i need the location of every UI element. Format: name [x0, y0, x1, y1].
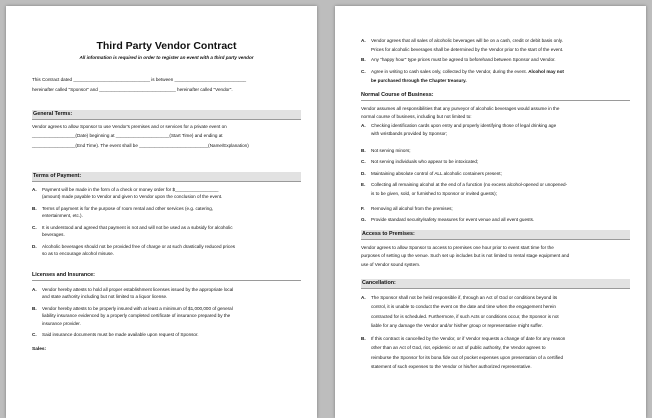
section-heading-general-terms: General Terms:: [32, 110, 301, 120]
list-item-bold-text: Alcohol may not: [528, 69, 564, 74]
list-item-line: Terms of payment is for the purpose of room rental and other services (e.g. catering,: [42, 206, 214, 211]
list-item-line: Vendor agrees that all sales of alcoholic beverages will be on a cash, credit or debit basis only.: [371, 38, 563, 43]
list-item-cancel-a: [361, 294, 630, 329]
section-heading-terms-of-payment: Terms of Payment:: [32, 172, 301, 182]
list-item-line: statement of such expenses to the Vendor or his/her authorized representative.: [371, 363, 532, 369]
list-item-line: Not serving minors;: [371, 148, 411, 153]
list-item-line: (amount) made payable to Vendor and given to Vendor upon the conclusion of the event.: [42, 194, 223, 200]
list-item-line: Vendor hereby attests to hold all proper establishment licenses issued by the appropriate local: [42, 287, 234, 292]
section-heading-cancellation: Cancellation:: [361, 279, 630, 289]
list-marker: D.: [32, 244, 37, 249]
list-marker: C.: [361, 69, 366, 74]
intro-line: hereinafter called "Sponsor" and ______________________________ hereinafter called "Vendor".: [32, 87, 233, 93]
paragraph-line: Vendor agrees to allow Sponsor to access to premises one hour prior to event start time for the: [361, 245, 554, 250]
list-item-license-b: [32, 305, 301, 327]
list-marker: D.: [361, 171, 366, 176]
list-item-payment-c: [32, 224, 301, 239]
list-marker: B.: [361, 57, 366, 62]
list-item-line: entertainment, etc.).: [42, 213, 83, 219]
sales-label: Sales:: [32, 347, 47, 352]
list-marker: B.: [361, 336, 366, 341]
list-item-line: control, it is unable to conduct the event on the date and time when the engagement herein: [371, 304, 556, 310]
access-paragraph: [361, 244, 630, 268]
list-item-course-d: [361, 170, 630, 177]
list-item-license-a: [32, 286, 301, 301]
list-marker: B.: [32, 206, 37, 211]
paragraph-line: Vendor assumes all responsibilities that any purveyor of alcoholic beverages would assume in the: [361, 106, 560, 111]
general-terms-paragraph: [32, 123, 301, 149]
list-item-line: is to be given, sold, or furnished to Sponsor or invited guests);: [371, 191, 497, 197]
document-title: Third Party Vendor Contract: [96, 40, 237, 52]
list-item-line: Maintaining absolute control of ALL alcoholic containers present;: [371, 171, 502, 176]
list-marker: A.: [32, 187, 37, 192]
list-item-line: Checking identification cards upon entry and properly identifying those of legal drinking age: [371, 123, 557, 128]
list-item-sales-a: [361, 37, 630, 54]
list-marker: A.: [361, 38, 366, 43]
paragraph-line: use of Vendor sound system.: [361, 261, 421, 267]
list-item-line: beverages.: [42, 232, 65, 238]
list-item-line: Said insurance documents must be made available upon request of Sponsor.: [42, 332, 199, 337]
list-item-line: Collecting all remaining alcohol at the end of a function (no excess alcohol-opened or unopened-: [371, 182, 568, 187]
list-item-line: Prices for alcoholic beverages shall be determined by the Vendor prior to the start of the event.: [371, 47, 564, 53]
paragraph-line: normal course of business, including but not limited to:: [361, 114, 472, 120]
list-item-line: Vendor hereby attests to be properly insured with at least a minimum of $1,000,000 of general: [42, 306, 233, 311]
list-item-line: The Sponsor shall not be held responsible if, through an Act of God or conditions beyond its: [371, 295, 558, 300]
list-item-course-a: [361, 122, 630, 138]
list-item-course-g: [361, 216, 630, 223]
list-item-line: so as to encourage alcohol misuse.: [42, 251, 115, 257]
list-marker: G.: [361, 217, 366, 222]
document-page-2: [335, 6, 646, 418]
list-item-line: liability insurance evidenced by a properly completed certificate of insurance prepared by the: [42, 313, 231, 319]
list-item-license-c: [32, 331, 301, 338]
list-item-sales-b: [361, 56, 630, 63]
list-item-text: Agree in writing to cash sales only, collected by the Vendor, during the event.: [371, 69, 529, 74]
list-item-course-c: [361, 158, 630, 165]
list-item-payment-a: [32, 186, 301, 201]
intro-line: This Contract dated ______________________________ is between ____________________________: [32, 77, 247, 82]
list-item-line: Removing all alcohol from the premises;: [371, 206, 453, 211]
document-subtitle: All information is required in order to register an event with a third party vendor: [79, 55, 254, 60]
list-item-course-f: [361, 205, 630, 212]
list-item-payment-d: [32, 243, 301, 258]
paragraph-line: _________________(End Time). The event shall be ___________________________(Name/Explanation): [32, 142, 249, 148]
list-marker: A.: [32, 287, 37, 292]
list-item-line: [371, 68, 630, 75]
section-heading-access: Access to Premises:: [361, 230, 630, 240]
list-item-line: Any "happy hour" type prices must be agreed to beforehand between Sponsor and Vendor.: [371, 57, 556, 62]
list-item-line: other than an Act of God, riot, epidemic or act of public authority, the Vendor agrees to: [371, 345, 546, 351]
list-marker: C.: [32, 332, 37, 337]
list-item-line: reimburse the Sponsor for its bona fide out of pocket expenses upon presentation of a certified: [371, 354, 564, 360]
section-heading-normal-course: Normal Course of Business:: [361, 91, 630, 101]
list-item-payment-b: [32, 205, 301, 220]
list-marker: C.: [361, 159, 366, 164]
list-item-line: It is understood and agreed that payment is not and will not be used as a subsidy for alcoholic: [42, 225, 233, 230]
paragraph-line: purposes of setting up the venue. Such set up includes but is not limited to rental stage equipment and: [361, 253, 570, 259]
list-item-line: Provide standard security/safety measures for event venue and all event guests.: [371, 217, 535, 222]
list-marker: A.: [361, 123, 366, 128]
list-marker: F.: [361, 206, 365, 211]
list-marker: B.: [32, 306, 37, 311]
list-item-sales-c: [361, 68, 630, 85]
list-item-line: be purchased through the Chapter treasury.: [371, 78, 467, 84]
list-item-line: contracted for is scheduled. Furthermore, if such Acts or conditions occur, the Sponsor is not: [371, 313, 559, 319]
list-item-line: with wristbands provided by Sponsor;: [371, 131, 448, 137]
section-heading-licenses: Licenses and Insurance:: [32, 271, 301, 281]
paragraph-line: _________________(Date) beginning at _____________________(Start Time) and ending at: [32, 133, 223, 139]
list-item-line: and state authority including but not limited to a liquor license.: [42, 294, 168, 300]
paragraph-line: Vendor agrees to allow Sponsor to use Vendor's premises and or services for a private event on: [32, 124, 227, 129]
list-marker: B.: [361, 148, 366, 153]
list-item-line: liable for any damage the Vendor and/or his/her group or representative might suffer.: [371, 322, 543, 328]
list-item-cancel-b: [361, 335, 630, 370]
list-item-line: If this contract is cancelled by the Vendor, or if Vendor requests a change of date for any reason: [371, 336, 566, 341]
list-item-line: Alcoholic beverages should not be provided free of charge or at such drastically reduced prices: [42, 244, 236, 249]
list-item-line: Payment will be made in the form of a check or money order for $_________________: [42, 187, 219, 192]
list-marker: E.: [361, 182, 366, 187]
normal-course-paragraph: [361, 105, 630, 121]
list-item-course-b: [361, 147, 630, 154]
list-item-line: Not serving individuals who appear to be intoxicated;: [371, 159, 479, 164]
list-item-line: insurance provider.: [42, 320, 81, 326]
document-page-1: [6, 6, 317, 418]
intro-paragraph: [32, 76, 301, 94]
list-item-course-e: [361, 181, 630, 198]
list-marker: A.: [361, 295, 366, 300]
list-marker: C.: [32, 225, 37, 230]
